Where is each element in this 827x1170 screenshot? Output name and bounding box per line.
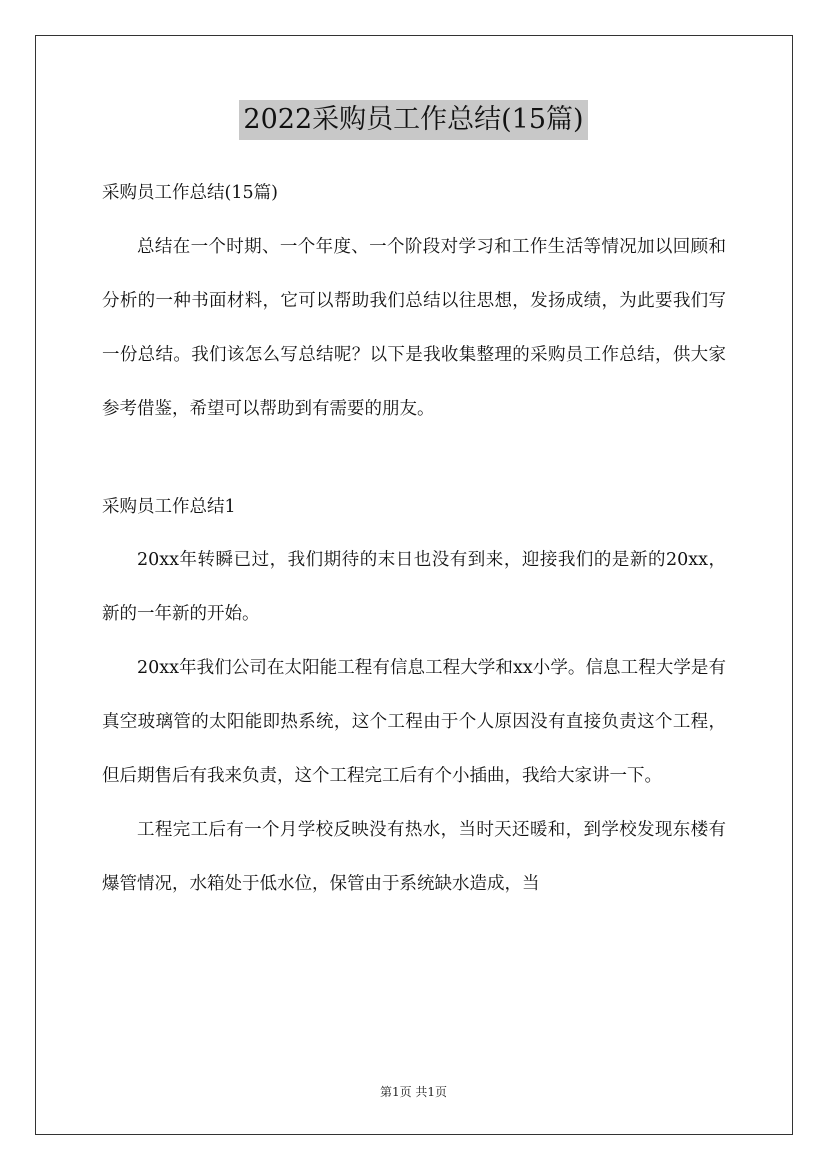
section-paragraph: 工程完工后有一个月学校反映没有热水，当时天还暖和，到学校发现东楼有爆管情况，水箱处于低水位，保管由于系统缺水造成，当	[102, 820, 726, 894]
section-heading: 采购员工作总结1	[102, 497, 236, 517]
page-footer: 第1页 共1页	[379, 1085, 448, 1099]
document-title: 2022采购员工作总结(15篇)	[239, 100, 587, 140]
title-container	[0, 100, 827, 140]
spacer	[102, 436, 726, 490]
spacer	[102, 210, 726, 220]
spacer	[102, 524, 726, 533]
intro-paragraph: 总结在一个时期、一个年度、一个阶段对学习和工作生活等情况加以回顾和分析的一种书面材料，它可以帮助我们总结以往思想，发扬成绩，为此要我们写一份总结。我们该怎么写总结呢？以下是我收集整理的采购员工作总结，供大家参考借鉴，希望可以帮助到有需要的朋友。	[102, 237, 726, 419]
section-paragraph: 20xx年转瞬已过，我们期待的末日也没有到来，迎接我们的是新的20xx，新的一年新的开始。	[102, 550, 726, 624]
document-body	[102, 176, 726, 911]
section-paragraph: 20xx年我们公司在太阳能工程有信息工程大学和xx小学。信息工程大学是有真空玻璃管的太阳能即热系统，这个工程由于个人原因没有直接负责这个工程，但后期售后有我来负责，这个工程完工后有个小插曲，我给大家讲一下。	[102, 658, 726, 786]
document-subtitle: 采购员工作总结(15篇)	[102, 183, 278, 203]
